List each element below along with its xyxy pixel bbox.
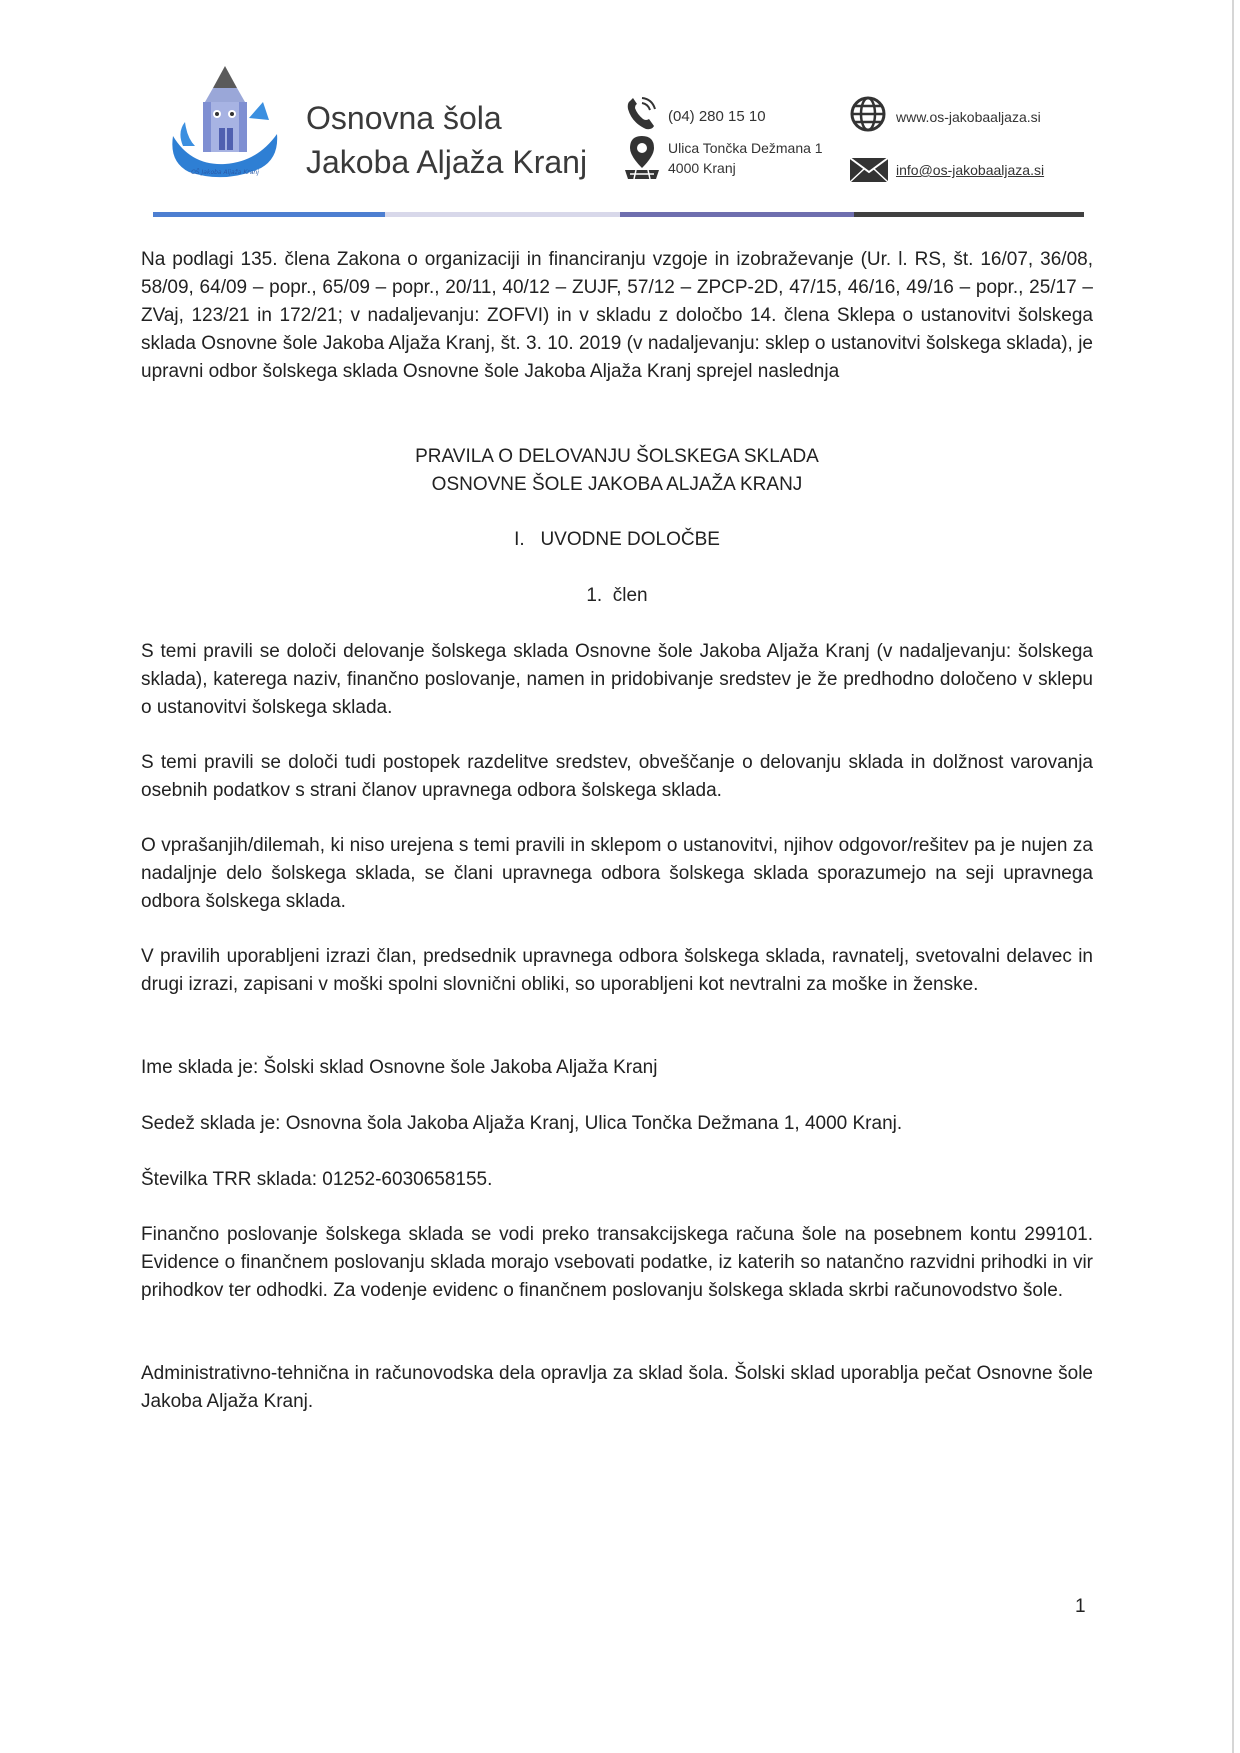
logo-text: OŠ Jakoba Aljaža Kranj [191, 169, 259, 176]
document-title-line2: OSNOVNE ŠOLE JAKOBA ALJAŽA KRANJ [431, 474, 803, 495]
header-divider-dark [854, 212, 1084, 217]
phone-number[interactable]: (04) 280 15 10 [668, 108, 766, 125]
school-name-line2: Jakoba Aljaža Kranj [306, 144, 588, 180]
section-heading: I. UVODNE DOLOČBE [514, 529, 720, 550]
address-line1: Ulica Tončka Dežmana 1 [668, 140, 823, 156]
article-heading: 1. člen [586, 585, 648, 606]
phone-icon [626, 97, 656, 131]
document-title-line1: PRAVILA O DELOVANJU ŠOLSKEGA SKLADA [415, 446, 819, 467]
paragraph-administration: Administrativno-tehnična in računovodska dela opravlja za sklad šola. Šolski sklad uporablja pečat Osnovne šole Jakoba Aljaža Kranj. [141, 1363, 1093, 1412]
paragraph-scope: S temi pravili se določi delovanje šolskega sklada Osnovne šole Jakoba Aljaža Kranj (v nadaljevanju: šolskega sklada), katerega naziv, finančno poslovanje, namen in pridobivanje sredstev je že predhodno določeno v sklepu o ustanovitvi šolskega sklada. [141, 641, 1093, 718]
paragraph-dilemmas: O vprašanjih/dilemah, ki niso urejena s temi pravili in sklepom o ustanovitvi, njihov odgovor/rešitev pa je nujen za nadaljnje delo šolskega sklada, se člani upravnega odbora šolskega sklada sporazumejo na seji upravnega odbora šolskega sklada. [141, 835, 1093, 912]
website-link[interactable]: www.os-jakobaaljaza.si [896, 109, 1041, 125]
paragraph-procedure: S temi pravili se določi tudi postopek razdelitve sredstev, obveščanje o delovanju sklada in dolžnost varovanja osebnih podatkov s strani članov upravnega odbora šolskega sklada. [141, 752, 1093, 801]
address-line2: 4000 Kranj [668, 160, 736, 176]
page-number: 1 [1075, 1596, 1086, 1617]
paragraph-terms: V pravilih uporabljeni izrazi član, predsednik upravnega odbora šolskega sklada, ravnatelj, svetovalni delavec in drugi izrazi, zapisani v moški spolni slovnični obliki, so uporabljeni kot nevtralni za moške in ženske. [141, 946, 1093, 995]
page-edge-shadow [1232, 0, 1234, 1753]
envelope-icon [849, 157, 889, 183]
intro-paragraph: Na podlagi 135. člena Zakona o organizaciji in financiranju vzgoje in izobraževanje (Ur. l. RS, št. 16/07, 36/08, 58/09, 64/09 – popr., 65/09 – popr., 20/11, 40/12 – ZUJF, 57/12 – ZPCP-2D, 47/15, 46/16, 49/16 – popr., 25/17 – ZVaj, 123/21 in 172/21; v nadaljevanju: ZOFVI) in v skladu z določbo 14. člena Sklepa o ustanovitvi šolskega sklada Osnovne šole Jakoba Aljaža Kranj, št. 3. 10. 2019 (v nadaljevanju: sklep o ustanovitvi šolskega sklada), je upravni odbor šolskega sklada Osnovne šole Jakoba Aljaža Kranj sprejel naslednja [141, 249, 1093, 382]
header-divider-lavender [385, 212, 620, 217]
paragraph-fund-name: Ime sklada je: Šolski sklad Osnovne šole Jakoba Aljaža Kranj [141, 1057, 658, 1078]
school-name [306, 96, 587, 184]
header-divider-purple [620, 212, 854, 217]
globe-icon [849, 95, 887, 133]
school-logo [165, 62, 285, 182]
school-name-line1: Osnovna šola [306, 100, 502, 136]
email-link[interactable]: info@os-jakobaaljaza.si [896, 162, 1045, 178]
paragraph-trr: Številka TRR sklada: 01252-6030658155. [141, 1169, 493, 1190]
paragraph-finance: Finančno poslovanje šolskega sklada se vodi preko transakcijskega računa šole na posebnem kontu 299101. Evidence o finančnem poslovanju sklada morajo vsebovati podatke, iz katerih so natančno razvidni prihodki in vir prihodkov ter odhodki. Za vodenje evidenc o finančnem poslovanju šolskega sklada skrbi računovodstvo šole. [141, 1224, 1093, 1301]
header-divider-blue [153, 212, 385, 217]
location-pin-icon [623, 134, 661, 180]
paragraph-fund-seat: Sedež sklada je: Osnovna šola Jakoba Aljaža Kranj, Ulica Tončka Dežmana 1, 4000 Kranj. [141, 1113, 903, 1134]
